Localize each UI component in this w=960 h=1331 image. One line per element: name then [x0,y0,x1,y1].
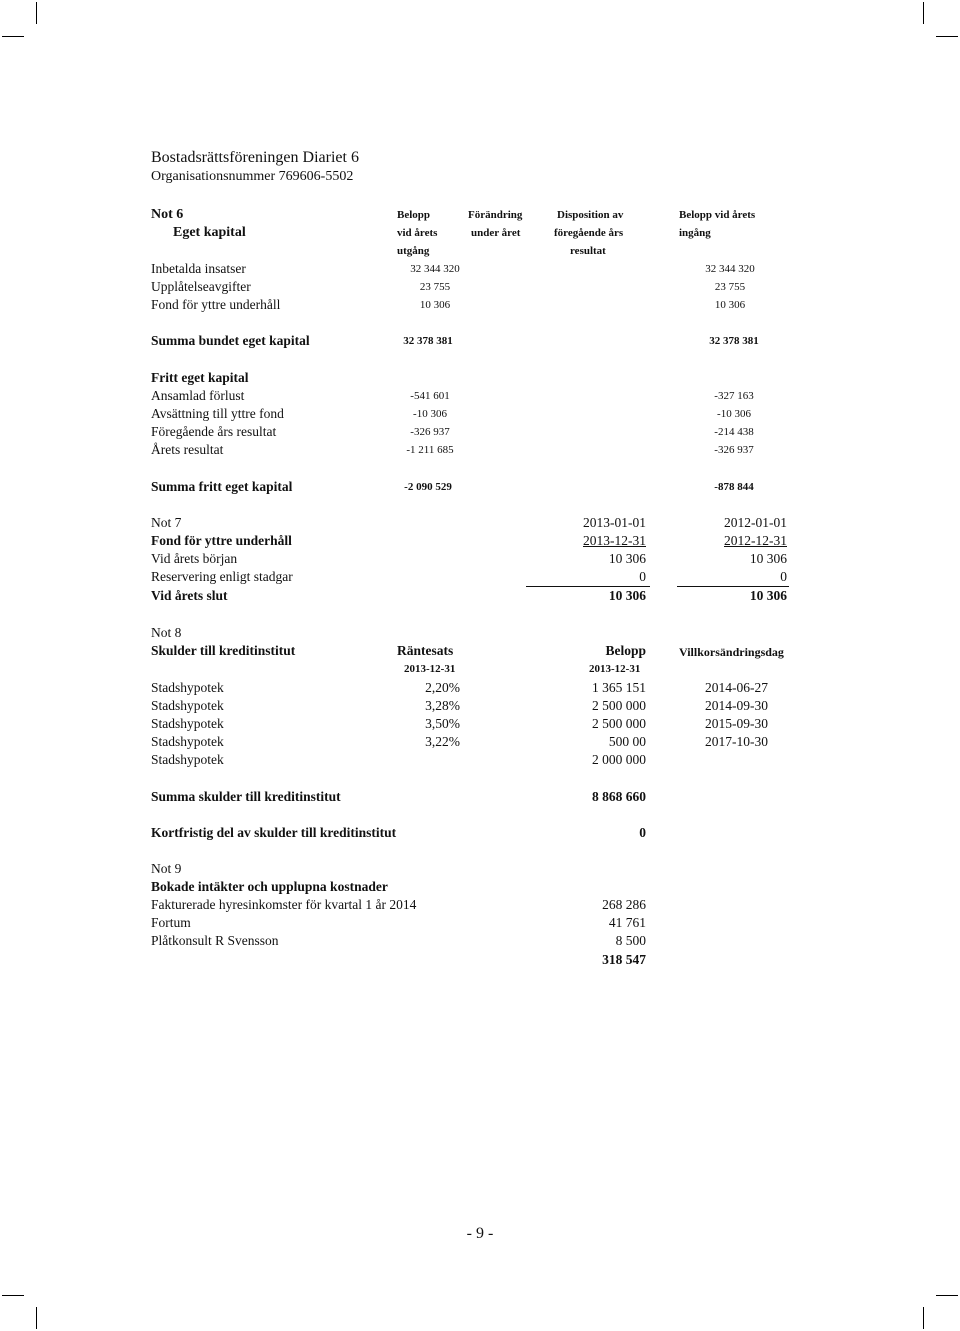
interest-rate: 3,50% [425,716,460,731]
col-header: under året [471,227,521,239]
row-label: Avsättning till yttre fond [151,406,284,421]
col-header: Förändring [468,209,523,221]
note-9-title: Not 9 [151,861,182,876]
total-value: 10 306 [608,588,646,603]
col-header-amount-date: 2013-12-31 [589,663,641,675]
lender-name: Stadshypotek [151,752,224,767]
period-start: 2012-01-01 [724,515,787,530]
crop-mark [36,1307,37,1329]
row-label: Inbetalda insatser [151,261,246,276]
debt-sum-label: Summa skulder till kreditinstitut [151,789,341,804]
row-value: 268 286 [602,897,646,912]
row-value-end: 10 306 [419,299,451,311]
row-value: 41 761 [608,915,646,930]
loan-amount: 2 000 000 [592,752,646,767]
row-value: 0 [780,569,787,584]
period-end: 2012-12-31 [724,533,787,548]
row-label: Fortum [151,915,191,930]
note-7-subtitle: Fond för yttre underhåll [151,533,292,548]
sum-rule [677,586,789,587]
row-value-start: -10 306 [717,408,751,420]
col-header-date: Villkorsändringsdag [679,645,784,659]
row-value-end: -326 937 [410,426,450,438]
col-header-amount: Belopp [605,643,646,658]
row-value: 10 306 [749,551,787,566]
period-start: 2013-01-01 [583,515,646,530]
bound-sum-end: 32 378 381 [403,335,453,347]
note-7-title: Not 7 [151,515,182,530]
crop-mark [923,2,924,24]
interest-rate: 2,20% [425,680,460,695]
col-header: vid årets [397,227,438,239]
loan-amount: 2 500 000 [592,716,646,731]
renegotiation-date: 2014-09-30 [705,698,768,713]
note-6-title: Not 6 [151,207,184,222]
sum-rule [526,586,650,587]
organization-number: Organisationsnummer 769606-5502 [151,169,354,184]
row-value-end: -10 306 [413,408,447,420]
col-header: Disposition av [557,209,624,221]
row-label: Årets resultat [151,442,224,457]
note-9-subtitle: Bokade intäkter och upplupna kostnader [151,879,388,894]
col-header: ingång [679,227,711,239]
col-header: utgång [397,245,430,257]
free-sum-label: Summa fritt eget kapital [151,479,293,494]
total-label: Vid årets slut [151,588,228,603]
row-value-end: 23 755 [419,281,451,293]
row-value: 8 500 [615,933,646,948]
row-label: Upplåtelseavgifter [151,279,251,294]
free-sum-end: -2 090 529 [404,481,452,493]
row-label: Reservering enligt stadgar [151,569,293,584]
crop-mark [2,1295,24,1296]
row-label: Föregående års resultat [151,424,277,439]
crop-mark [936,1295,958,1296]
period-end: 2013-12-31 [583,533,646,548]
free-sum-start: -878 844 [714,481,754,493]
lender-name: Stadshypotek [151,680,224,695]
loan-amount: 2 500 000 [592,698,646,713]
row-value-end: -541 601 [410,390,450,402]
lender-name: Stadshypotek [151,716,224,731]
page-number: - 9 - [466,1225,494,1242]
crop-mark [2,36,24,37]
lender-name: Stadshypotek [151,734,224,749]
row-value-end: 32 344 320 [410,263,460,275]
col-header-rate-date: 2013-12-31 [404,663,456,675]
renegotiation-date: 2014-06-27 [705,680,768,695]
col-header: Belopp vid årets [679,209,756,221]
row-label: Vid årets början [151,551,238,566]
renegotiation-date: 2017-10-30 [705,734,768,749]
debt-sum-value: 8 868 660 [592,789,646,804]
col-header: Belopp [397,209,431,221]
renegotiation-date: 2015-09-30 [705,716,768,731]
loan-amount: 500 00 [608,734,646,749]
crop-mark [936,36,958,37]
note-8-title: Not 8 [151,625,182,640]
organization-name: Bostadsrättsföreningen Diariet 6 [151,149,359,166]
row-label: Fond för yttre underhåll [151,297,281,312]
row-value-start: 32 344 320 [705,263,755,275]
short-term-debt-value: 0 [639,825,646,840]
free-equity-title: Fritt eget kapital [151,370,249,385]
crop-mark [923,1307,924,1329]
interest-rate: 3,22% [425,734,460,749]
row-value-end: -1 211 685 [406,444,454,456]
row-value-start: -214 438 [714,426,754,438]
crop-mark [36,2,37,24]
row-value-start: 10 306 [714,299,746,311]
row-value: 10 306 [608,551,646,566]
row-value-start: 23 755 [714,281,746,293]
bound-sum-start: 32 378 381 [709,335,759,347]
note-8-subtitle: Skulder till kreditinstitut [151,643,296,658]
interest-rate: 3,28% [425,698,460,713]
col-header: resultat [570,245,606,257]
note-6-subtitle: Eget kapital [173,225,246,240]
total-value: 318 547 [602,952,646,967]
total-value: 10 306 [749,588,787,603]
lender-name: Stadshypotek [151,698,224,713]
row-value-start: -326 937 [714,444,754,456]
row-value-start: -327 163 [714,390,754,402]
row-value: 0 [639,569,646,584]
loan-amount: 1 365 151 [592,680,646,695]
col-header: föregående års [554,227,624,239]
row-label: Ansamlad förlust [151,388,245,403]
bound-sum-label: Summa bundet eget kapital [151,333,310,348]
row-label: Fakturerade hyresinkomster för kvartal 1 år 2014 [151,897,417,912]
short-term-debt-label: Kortfristig del av skulder till kreditinstitut [151,825,397,840]
col-header-rate: Räntesats [397,643,454,658]
row-label: Plåtkonsult R Svensson [151,933,279,948]
